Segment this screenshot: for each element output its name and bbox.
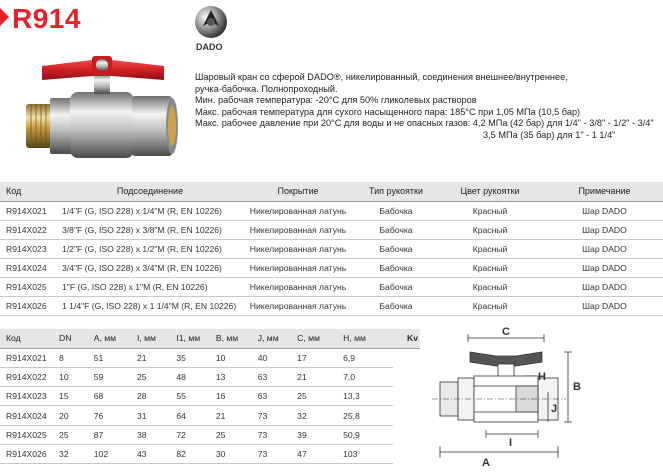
cell-coating: Никелированная латунь bbox=[238, 296, 358, 315]
cell-code: R914X023 bbox=[0, 387, 59, 406]
cell-handle-type: Бабочка bbox=[358, 296, 434, 315]
cell-connection: 1/2"F (G, ISO 228) x 1/2"M (R, EN 10226) bbox=[62, 239, 238, 258]
table-row bbox=[0, 296, 663, 315]
products-table bbox=[0, 182, 663, 316]
table-row bbox=[0, 258, 663, 277]
cell-a: 68 bbox=[94, 387, 137, 406]
cell-handle-color: Красный bbox=[434, 239, 546, 258]
cell-connection: 3/8"F (G, ISO 228) x 3/8"M (R, EN 10226) bbox=[62, 220, 238, 239]
table-row bbox=[0, 277, 663, 296]
cell-code: R914X021 bbox=[0, 348, 59, 367]
column-header-l1: I1, мм bbox=[176, 329, 215, 348]
cell-j: 63 bbox=[258, 367, 297, 386]
label-b: B bbox=[573, 381, 581, 393]
table-row bbox=[0, 444, 420, 463]
cell-handle-type: Бабочка bbox=[358, 220, 434, 239]
label-j: J bbox=[551, 403, 558, 415]
cell-h: 50,9 bbox=[343, 425, 393, 444]
label-l: I bbox=[509, 437, 513, 449]
table-row bbox=[0, 239, 663, 258]
cell-handle-type: Бабочка bbox=[358, 239, 434, 258]
cell-code: R914X021 bbox=[0, 201, 62, 220]
cell-c: 32 bbox=[297, 406, 343, 425]
column-header-handle-type: Тип рукоятки bbox=[358, 182, 434, 201]
cell-handle-color: Красный bbox=[434, 201, 546, 220]
cell-a: 76 bbox=[94, 406, 137, 425]
cell-note: Шар DADO bbox=[546, 239, 663, 258]
cell-code: R914X024 bbox=[0, 258, 62, 277]
cell-c: 25 bbox=[297, 387, 343, 406]
cell-coating: Никелированная латунь bbox=[238, 277, 358, 296]
dimensions-table bbox=[0, 329, 420, 464]
cell-l: 31 bbox=[137, 406, 176, 425]
table-row bbox=[0, 348, 420, 367]
cell-connection: 1"F (G, ISO 228) x 1"M (R, EN 10226) bbox=[62, 277, 238, 296]
cell-l1: 35 bbox=[176, 348, 215, 367]
cell-h: 25,8 bbox=[343, 406, 393, 425]
column-header-note: Примечание bbox=[546, 182, 663, 201]
cell-code: R914X022 bbox=[0, 220, 62, 239]
cell-a: 87 bbox=[94, 425, 137, 444]
table-header-row bbox=[0, 329, 420, 348]
label-c: C bbox=[502, 326, 510, 338]
table-row bbox=[0, 387, 420, 406]
column-header-handle-color: Цвет рукоятки bbox=[434, 182, 546, 201]
cell-c: 39 bbox=[297, 425, 343, 444]
cell-dn: 8 bbox=[59, 348, 94, 367]
cell-l: 38 bbox=[137, 425, 176, 444]
cell-b: 21 bbox=[216, 406, 258, 425]
cell-handle-color: Красный bbox=[434, 220, 546, 239]
column-header-kv: Kv bbox=[393, 329, 420, 348]
cell-dn: 25 bbox=[59, 425, 94, 444]
table-row bbox=[0, 406, 420, 425]
cell-connection: 1/4"F (G, ISO 228) x 1/4"M (R, EN 10226) bbox=[62, 201, 238, 220]
cell-l: 21 bbox=[137, 348, 176, 367]
cell-dn: 10 bbox=[59, 367, 94, 386]
cell-l1: 72 bbox=[176, 425, 215, 444]
label-a: A bbox=[482, 457, 490, 469]
dimension-drawing bbox=[420, 326, 663, 474]
column-header-connection: Подсоединение bbox=[62, 182, 238, 201]
label-h: H bbox=[538, 371, 546, 383]
cell-connection: 3/4"F (G, ISO 228) x 3/4"M (R, EN 10226) bbox=[62, 258, 238, 277]
cell-c: 47 bbox=[297, 444, 343, 463]
cell-b: 25 bbox=[216, 425, 258, 444]
dimensions-table-body bbox=[0, 348, 420, 464]
cell-code: R914X025 bbox=[0, 277, 62, 296]
column-header-code: Код bbox=[0, 329, 59, 348]
column-header-coating: Покрытие bbox=[238, 182, 358, 201]
cell-note: Шар DADO bbox=[546, 220, 663, 239]
table-header-row bbox=[0, 182, 663, 201]
page-header bbox=[0, 0, 663, 40]
cell-l: 25 bbox=[137, 367, 176, 386]
description-line: Макс. рабочее давление при 20°C для воды и не опасных газов: 4,2 МПа (42 бар) для 1/4" - 3/8" - 1/2" - 3/4" bbox=[195, 118, 654, 129]
cell-handle-color: Красный bbox=[434, 296, 546, 315]
brand-label: DADO bbox=[196, 42, 223, 52]
cell-h: 103 bbox=[343, 444, 393, 463]
cell-coating: Никелированная латунь bbox=[238, 258, 358, 277]
cell-h: 7,0 bbox=[343, 367, 393, 386]
cell-coating: Никелированная латунь bbox=[238, 201, 358, 220]
column-header-c: C, мм bbox=[297, 329, 343, 348]
table-row bbox=[0, 201, 663, 220]
cell-b: 13 bbox=[216, 367, 258, 386]
cell-code: R914X025 bbox=[0, 425, 59, 444]
cell-handle-type: Бабочка bbox=[358, 258, 434, 277]
cell-note: Шар DADO bbox=[546, 296, 663, 315]
cell-c: 17 bbox=[297, 348, 343, 367]
cell-l1: 48 bbox=[176, 367, 215, 386]
cell-note: Шар DADO bbox=[546, 201, 663, 220]
cell-dn: 15 bbox=[59, 387, 94, 406]
column-header-dn: DN bbox=[59, 329, 94, 348]
cell-connection: 1 1/4"F (G, ISO 228) x 1 1/4"M (R, EN 10226) bbox=[62, 296, 238, 315]
column-header-b: B, мм bbox=[216, 329, 258, 348]
cell-coating: Никелированная латунь bbox=[238, 239, 358, 258]
cell-b: 16 bbox=[216, 387, 258, 406]
products-table-body bbox=[0, 201, 663, 315]
cell-l: 28 bbox=[137, 387, 176, 406]
cell-dn: 20 bbox=[59, 406, 94, 425]
cell-l: 43 bbox=[137, 444, 176, 463]
cell-j: 40 bbox=[258, 348, 297, 367]
table-row bbox=[0, 220, 663, 239]
cell-code: R914X026 bbox=[0, 296, 62, 315]
cell-j: 63 bbox=[258, 387, 297, 406]
cell-handle-color: Красный bbox=[434, 277, 546, 296]
cell-code: R914X026 bbox=[0, 444, 59, 463]
table-row bbox=[0, 425, 420, 444]
column-header-a: A, мм bbox=[94, 329, 137, 348]
description-line: Макс. рабочая температура для сухого насыщенного пара: 185°C при 1,05 МПа (10,5 бар) bbox=[195, 106, 581, 117]
dado-ball-icon bbox=[190, 4, 232, 40]
cell-coating: Никелированная латунь bbox=[238, 220, 358, 239]
cell-dn: 32 bbox=[59, 444, 94, 463]
cell-a: 51 bbox=[94, 348, 137, 367]
description-line: 3,5 МПа (35 бар) для 1" - 1 1/4" bbox=[483, 129, 616, 140]
column-header-l: I, мм bbox=[137, 329, 176, 348]
column-header-j: J, мм bbox=[258, 329, 297, 348]
cell-h: 6,9 bbox=[343, 348, 393, 367]
cell-note: Шар DADO bbox=[546, 277, 663, 296]
cell-a: 59 bbox=[94, 367, 137, 386]
product-description bbox=[195, 72, 657, 142]
column-header-code: Код bbox=[0, 182, 62, 201]
cell-handle-type: Бабочка bbox=[358, 201, 434, 220]
cell-j: 73 bbox=[258, 444, 297, 463]
table-row bbox=[0, 367, 420, 386]
column-header-h: H, мм bbox=[343, 329, 393, 348]
description-line: Мин. рабочая температура: -20°C для 50% гликолевых растворов bbox=[195, 95, 477, 106]
cell-note: Шар DADO bbox=[546, 258, 663, 277]
title-arrow-icon bbox=[0, 8, 9, 26]
cell-handle-type: Бабочка bbox=[358, 277, 434, 296]
cell-code: R914X023 bbox=[0, 239, 62, 258]
cell-l1: 82 bbox=[176, 444, 215, 463]
cell-h: 13,3 bbox=[343, 387, 393, 406]
cell-b: 10 bbox=[216, 348, 258, 367]
cell-j: 73 bbox=[258, 406, 297, 425]
cell-j: 73 bbox=[258, 425, 297, 444]
cell-l1: 64 bbox=[176, 406, 215, 425]
description-line: Шаровый кран со сферой DADO®, никелированный, соединения внешнее/внутреннее, bbox=[195, 72, 568, 82]
cell-code: R914X024 bbox=[0, 406, 59, 425]
cell-handle-color: Красный bbox=[434, 258, 546, 277]
cell-code: R914X022 bbox=[0, 367, 59, 386]
product-title: R914 bbox=[12, 3, 81, 34]
cell-l1: 55 bbox=[176, 387, 215, 406]
cell-b: 30 bbox=[216, 444, 258, 463]
ball-valve-photo bbox=[22, 46, 182, 174]
cell-a: 102 bbox=[94, 444, 137, 463]
description-line: ручка-бабочка. Полнопроходный. bbox=[195, 83, 338, 94]
cell-c: 21 bbox=[297, 367, 343, 386]
